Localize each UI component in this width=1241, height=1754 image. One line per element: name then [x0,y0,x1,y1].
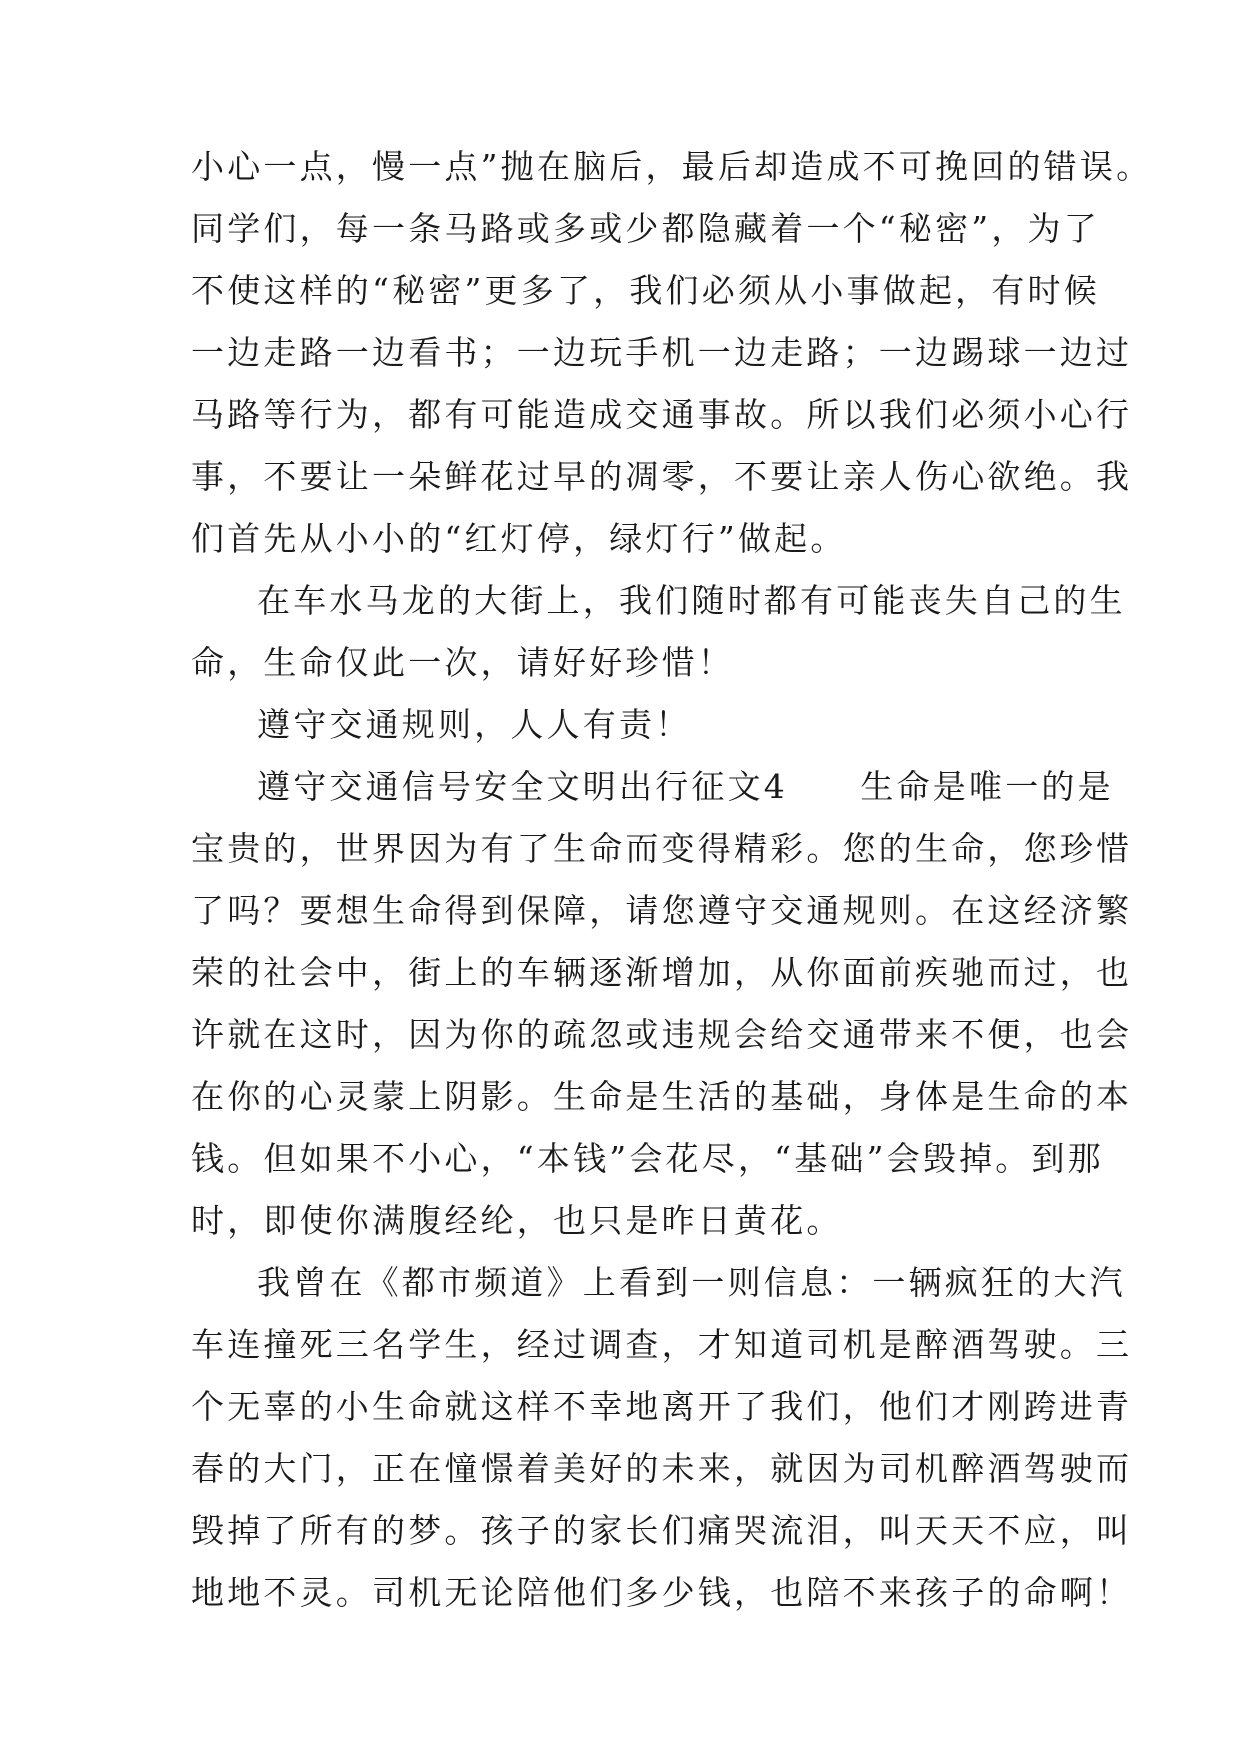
text-line-11: 遵守交通信号安全文明出行征文4 生命是唯一的是 [257,767,1114,806]
text-line-7: 们首先从小小的“红灯停，绿灯行”做起。 [191,519,847,558]
text-line-14: 荣的社会中，街上的车辆逐渐增加，从你面前疾驰而过，也 [191,953,1133,992]
text-line-6: 事，不要让一朵鲜花过早的凋零，不要让亲人伤心欲绝。我 [191,457,1133,496]
text-line-20: 车连撞死三名学生，经过调查，才知道司机是醉酒驾驶。三 [191,1325,1133,1364]
text-line-10: 遵守交通规则，人人有责！ [257,705,692,744]
text-line-4: 一边走路一边看书；一边玩手机一边走路；一边踢球一边过 [191,333,1133,372]
text-line-5: 马路等行为，都有可能造成交通事故。所以我们必须小心行 [191,395,1133,434]
text-line-9: 命，生命仅此一次，请好好珍惜！ [191,643,734,682]
text-line-17: 钱。但如果不小心，“本钱”会花尽，“基础”会毁掉。到那 [191,1139,1104,1178]
text-line-2: 同学们，每一条马路或多或少都隐藏着一个“秘密”，为了 [191,209,1100,248]
text-line-8: 在车水马龙的大街上，我们随时都有可能丧失自己的生 [257,581,1126,620]
text-line-22: 春的大门，正在憧憬着美好的未来，就因为司机醉酒驾驶而 [191,1449,1133,1488]
text-line-19: 我曾在《都市频道》上看到一则信息：一辆疯狂的大汽 [257,1263,1126,1302]
text-line-3: 不使这样的“秘密”更多了，我们必须从小事做起，有时候 [191,271,1100,310]
text-line-12: 宝贵的，世界因为有了生命而变得精彩。您的生命，您珍惜 [191,829,1133,868]
text-line-13: 了吗？要想生命得到保障，请您遵守交通规则。在这经济繁 [191,891,1133,930]
text-line-1: 小心一点，慢一点”抛在脑后，最后却造成不可挽回的错误。 [191,147,1153,186]
text-line-23: 毁掉了所有的梦。孩子的家长们痛哭流泪，叫天天不应，叫 [191,1511,1133,1550]
text-line-15: 许就在这时，因为你的疏忽或违规会给交通带来不便，也会 [191,1015,1133,1054]
text-line-21: 个无辜的小生命就这样不幸地离开了我们，他们才刚跨进青 [191,1387,1133,1426]
text-line-24: 地地不灵。司机无论陪他们多少钱，也陪不来孩子的命啊！ [191,1573,1133,1612]
text-line-18: 时，即使你满腹经纶，也只是昨日黄花。 [191,1201,843,1240]
text-line-16: 在你的心灵蒙上阴影。生命是生活的基础，身体是生命的本 [191,1077,1133,1116]
